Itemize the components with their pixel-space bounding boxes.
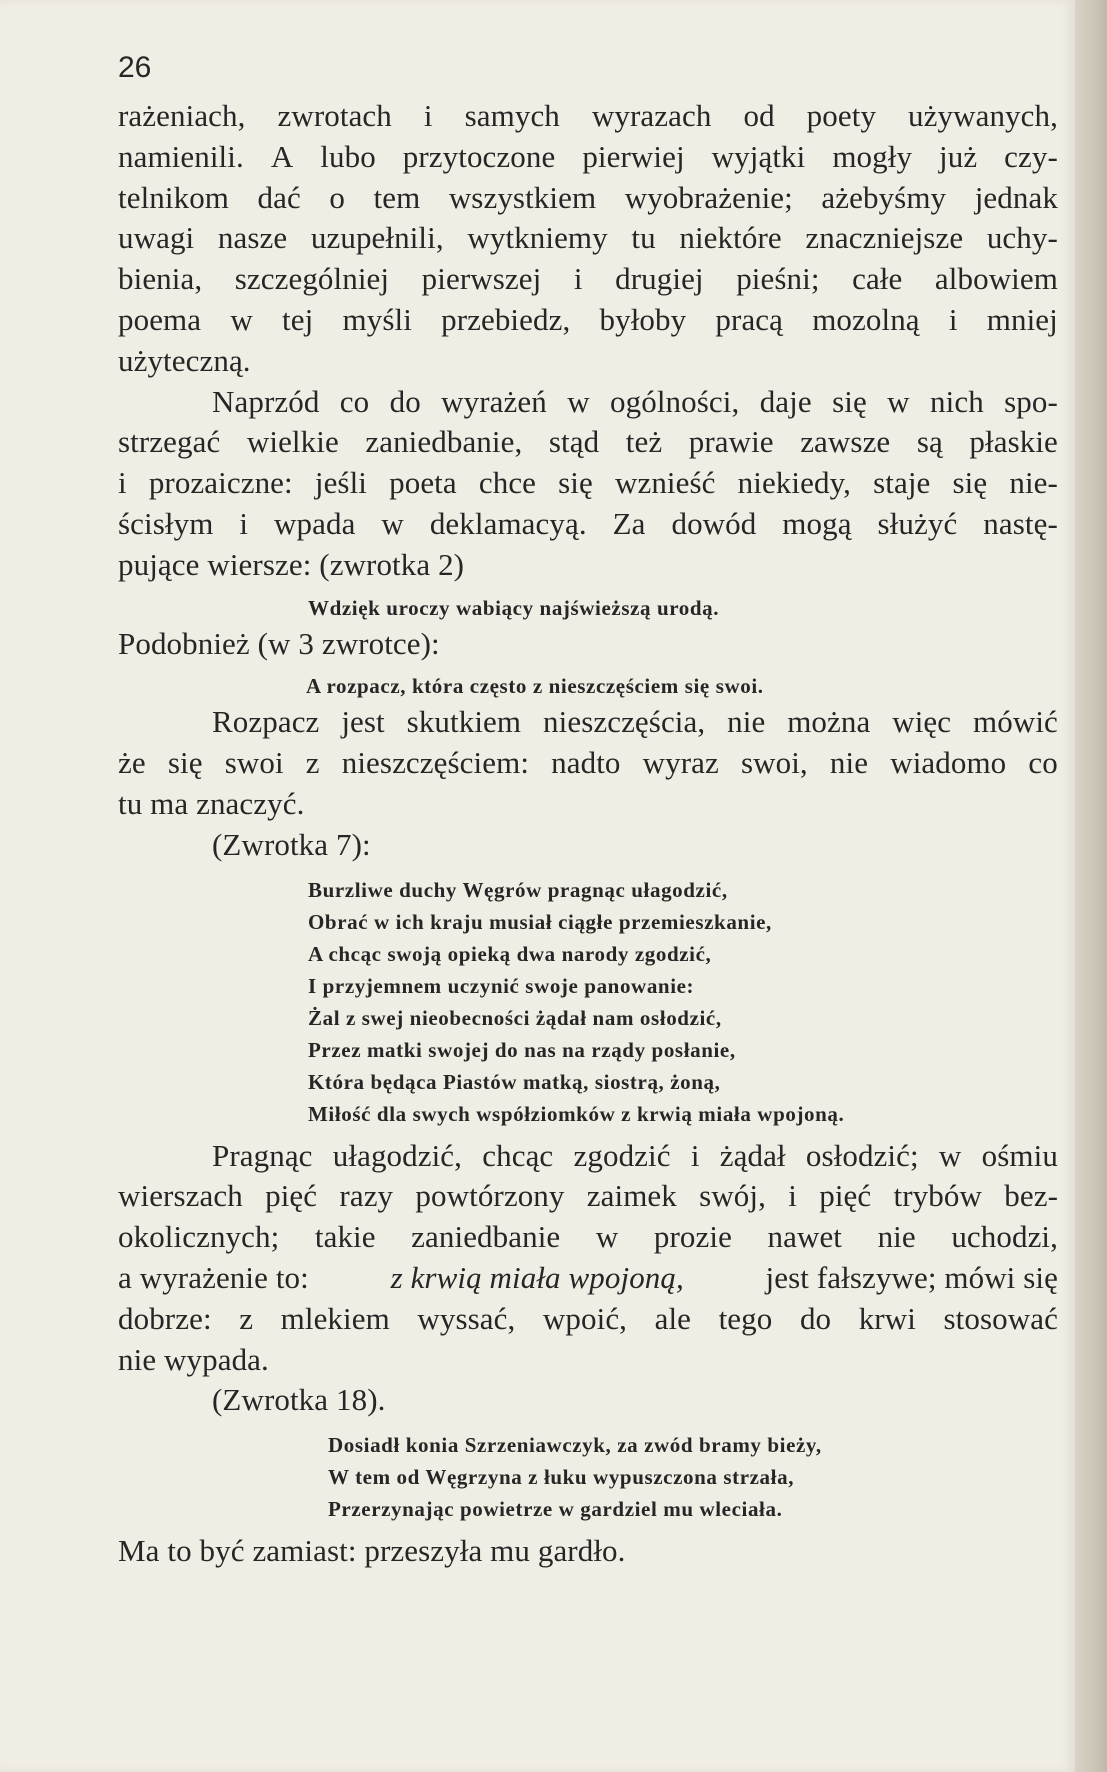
word: swój, <box>699 1178 766 1214</box>
word: do <box>799 1300 832 1336</box>
verse-line: I przyjemnem uczynić swoje panowanie: <box>308 973 695 998</box>
word: ogólności, <box>610 383 740 419</box>
word: poema <box>118 301 202 337</box>
word: ośmiu <box>981 1137 1058 1173</box>
word: nieszczęściem: <box>341 745 530 781</box>
word: mozolną <box>812 301 920 337</box>
italic-quote: z krwią miała wpojoną, <box>390 1259 684 1295</box>
word: w <box>938 1137 962 1173</box>
word: w <box>567 383 590 419</box>
word: w <box>381 505 404 541</box>
verse-line: Burzliwe duchy Węgrów pragnąc ułagodzić, <box>308 877 728 902</box>
word: są <box>916 424 943 460</box>
word: się <box>952 465 988 501</box>
word: zaniedbanie <box>411 1219 561 1255</box>
word: nie- <box>1009 465 1058 501</box>
word: wyjątki <box>711 138 806 174</box>
word: znaczniejsze <box>805 220 964 256</box>
word: że <box>118 745 146 781</box>
word: chcąc <box>482 1137 554 1173</box>
word: wiadomo <box>890 745 1007 781</box>
word: pracą <box>715 301 784 337</box>
word: powtórzony <box>415 1178 565 1214</box>
word: samych <box>464 98 560 133</box>
word: albowiem <box>934 261 1058 297</box>
verse-line: A chcąc swoją opieką dwa narody zgodzić, <box>308 941 712 966</box>
word: daje <box>759 383 812 419</box>
word: tem <box>373 179 421 215</box>
word: swoi <box>224 745 284 781</box>
word: prawie <box>688 424 774 460</box>
word: mogą <box>782 505 852 541</box>
verse-line: Obrać w ich kraju musiał ciągłe przemieszkanie, <box>308 909 772 934</box>
word: nie <box>829 745 869 781</box>
word: uchodzi, <box>951 1219 1058 1255</box>
verse-line: Miłość dla swych współziomków z krwią miała wpojoną. <box>308 1101 845 1126</box>
word: tej <box>282 301 314 337</box>
text-line: Podobnież (w 3 zwrotce): <box>118 625 440 661</box>
text-fragment: jest fałszywe; mówi się <box>757 1259 1058 1295</box>
word: co <box>1028 745 1058 781</box>
word: niektóre <box>679 220 782 256</box>
text-line: pujące wiersze: (zwrotka 2) <box>118 546 465 582</box>
word: nasze <box>217 220 288 256</box>
text-line <box>118 504 1058 545</box>
word: prozie <box>653 1219 732 1255</box>
paragraph-1 <box>118 96 1058 382</box>
word: używanych, <box>908 98 1058 133</box>
verse-line: W tem od Węgrzyna z łuku wypuszczona strzała, <box>328 1465 795 1490</box>
text-line <box>118 463 1058 504</box>
word: i <box>573 261 583 297</box>
word: poeta <box>389 465 457 501</box>
text-line <box>118 96 1058 137</box>
word: osłodzić; <box>805 1137 919 1173</box>
word: telnikom <box>118 179 230 215</box>
poem-stanza-18 <box>118 1429 1058 1525</box>
word: zaimek <box>586 1178 677 1214</box>
word: wyraz <box>642 745 719 781</box>
word: niekiedy, <box>737 465 852 501</box>
word: się <box>167 745 203 781</box>
word: i <box>788 1178 797 1214</box>
text-line <box>118 1136 1058 1177</box>
word: drugiej <box>615 261 704 297</box>
verse-line: Przez matki swojej do nas na rządy posłanie, <box>308 1037 736 1062</box>
word: się <box>558 465 593 501</box>
word: służyć <box>877 505 958 541</box>
page-content <box>118 48 1058 1572</box>
text-line <box>118 218 1058 259</box>
text-fragment: a wyrażenie to: <box>118 1259 317 1295</box>
word: o <box>329 179 345 215</box>
word: się <box>832 383 867 419</box>
word: w <box>230 301 253 337</box>
word: zaniedbanie, <box>365 424 523 460</box>
word: wyobrażenie; <box>624 179 793 215</box>
word: myśli <box>342 301 412 337</box>
word: płaskie <box>969 424 1058 460</box>
paragraph-2 <box>118 382 1058 586</box>
word: Za <box>612 505 646 541</box>
word: bez- <box>1004 1178 1058 1214</box>
word: pierwszej <box>421 261 542 297</box>
verse-line: Dosiadł konia Szrzeniawczyk, za zwód bramy bieży, <box>328 1433 822 1458</box>
word: zgodzić <box>573 1137 671 1173</box>
verse-line: Przerzynając powietrze w gardziel mu wleciała. <box>328 1497 783 1522</box>
poem-stanza-7 <box>118 874 1058 1130</box>
word: jeśli <box>314 465 368 501</box>
verse-line: Która będąca Piastów matką, siostrą, żoną, <box>308 1069 721 1094</box>
word: czy- <box>1004 138 1058 174</box>
word: od <box>743 98 775 133</box>
stanza-heading: (Zwrotka 7): <box>212 826 371 862</box>
page-edge <box>1075 0 1107 1772</box>
text-line: użyteczną. <box>118 342 251 378</box>
word: zawsze <box>800 424 891 460</box>
word: z <box>305 745 320 781</box>
text-line <box>118 1258 1058 1299</box>
text-line <box>118 382 1058 423</box>
word: skutkiem <box>406 704 522 740</box>
word: już <box>939 138 978 174</box>
word: mniej <box>986 301 1058 337</box>
word: nie <box>727 704 766 740</box>
word: mlekiem <box>280 1300 390 1336</box>
verse-quote: A rozpacz, która często z nieszczęściem się swoi. <box>306 674 764 699</box>
word: trybów <box>893 1178 982 1214</box>
word: bienia, <box>118 261 203 297</box>
final-line: Ma to być zamiast: przeszyła mu gardło. <box>118 1533 626 1569</box>
word: A <box>270 138 294 174</box>
verse-line: Żal z swej nieobecności żądał nam osłodzić, <box>308 1005 722 1030</box>
word: wytkniemy <box>467 220 608 256</box>
word: staje <box>873 465 931 501</box>
verse-quote: Wdzięk uroczy wabiący najświeższą urodą. <box>308 595 720 620</box>
word: strzegać <box>118 424 221 460</box>
word: wierszach <box>118 1178 243 1214</box>
word: nadto <box>551 745 621 781</box>
word: wielkie <box>246 424 339 460</box>
word: swoi, <box>740 745 808 781</box>
word: pieśni; <box>736 261 820 297</box>
word: okolicznych; <box>118 1219 280 1255</box>
word: takie <box>314 1219 376 1255</box>
word: rażeniach, <box>118 98 246 133</box>
word: można <box>787 704 871 740</box>
word: z <box>239 1300 254 1336</box>
word: jednak <box>974 179 1058 215</box>
text-line <box>118 422 1058 463</box>
word: szczególniej <box>234 261 390 297</box>
word: Naprzód <box>212 383 320 419</box>
word: i <box>118 465 127 501</box>
word: w <box>595 1219 619 1255</box>
word: lubo <box>320 138 376 174</box>
text-line <box>118 1176 1058 1217</box>
word: ułagodzić, <box>332 1137 463 1173</box>
word: poety <box>806 98 877 133</box>
word: Pragnąc <box>212 1137 313 1173</box>
word: pierwiej <box>582 138 685 174</box>
word: pięć <box>265 1178 318 1214</box>
word: nich <box>930 383 984 419</box>
paragraph-3 <box>118 702 1058 824</box>
page-number: 26 <box>118 51 152 84</box>
word: dobrze: <box>118 1300 212 1336</box>
word: mówić <box>973 704 1058 740</box>
word: dać <box>257 179 301 215</box>
text-line <box>118 702 1058 743</box>
text-line <box>118 743 1058 784</box>
word: nie <box>877 1219 916 1255</box>
word: pięć <box>819 1178 872 1214</box>
word: namienili. <box>118 138 244 174</box>
word: i <box>690 1137 700 1173</box>
word: uzupełnili, <box>310 220 444 256</box>
word: i <box>948 301 958 337</box>
word: ale <box>654 1300 692 1336</box>
word: tu <box>631 220 656 256</box>
word: więc <box>892 704 952 740</box>
word: do <box>389 383 421 419</box>
word: ażebyśmy <box>821 179 947 215</box>
word: deklamacyą. <box>429 505 587 541</box>
word: wznieść <box>614 465 716 501</box>
word: całe <box>852 261 903 297</box>
paragraph-4 <box>118 1136 1058 1381</box>
text-line <box>118 1299 1058 1340</box>
word: nieszczęścia, <box>543 704 706 740</box>
word: byłoby <box>599 301 687 337</box>
word: dowód <box>671 505 757 541</box>
text-line <box>118 178 1058 219</box>
word: stąd <box>548 424 600 460</box>
word: Rozpacz <box>212 704 320 740</box>
text-line: nie wypada. <box>118 1341 269 1377</box>
word: wszystkiem <box>448 179 597 215</box>
word: chce <box>478 465 537 501</box>
word: razy <box>339 1178 394 1214</box>
word: też <box>625 424 663 460</box>
stanza-heading: (Zwrotka 18). <box>212 1382 386 1418</box>
word: co <box>339 383 370 419</box>
word: wpoić, <box>542 1300 628 1336</box>
word: ścisłym <box>118 505 214 541</box>
word: przebiedz, <box>441 301 571 337</box>
word: nastę- <box>983 505 1058 541</box>
text-line <box>118 259 1058 300</box>
word: wyrażeń <box>441 383 547 419</box>
word: mogły <box>832 138 913 174</box>
word: wyrazach <box>591 98 712 133</box>
word: i <box>239 505 249 541</box>
word: wpada <box>274 505 356 541</box>
word: nawet <box>767 1219 843 1255</box>
word: uwagi <box>118 220 195 256</box>
word: prozaiczne: <box>148 465 293 501</box>
word: i <box>423 98 433 133</box>
word: wyssać, <box>417 1300 516 1336</box>
word: tego <box>718 1300 773 1336</box>
text-line <box>118 1217 1058 1258</box>
word: zwrotach <box>277 98 392 133</box>
word: uchy- <box>986 220 1058 256</box>
word: stosować <box>943 1300 1058 1336</box>
text-line <box>118 300 1058 341</box>
text-line: tu ma znaczyć. <box>118 785 305 821</box>
word: jest <box>341 704 385 740</box>
word: żądał <box>719 1137 786 1173</box>
word: spo- <box>1004 383 1058 419</box>
word: w <box>887 383 910 419</box>
text-line <box>118 137 1058 178</box>
word: przytoczone <box>402 138 556 174</box>
word: krwi <box>858 1300 916 1336</box>
